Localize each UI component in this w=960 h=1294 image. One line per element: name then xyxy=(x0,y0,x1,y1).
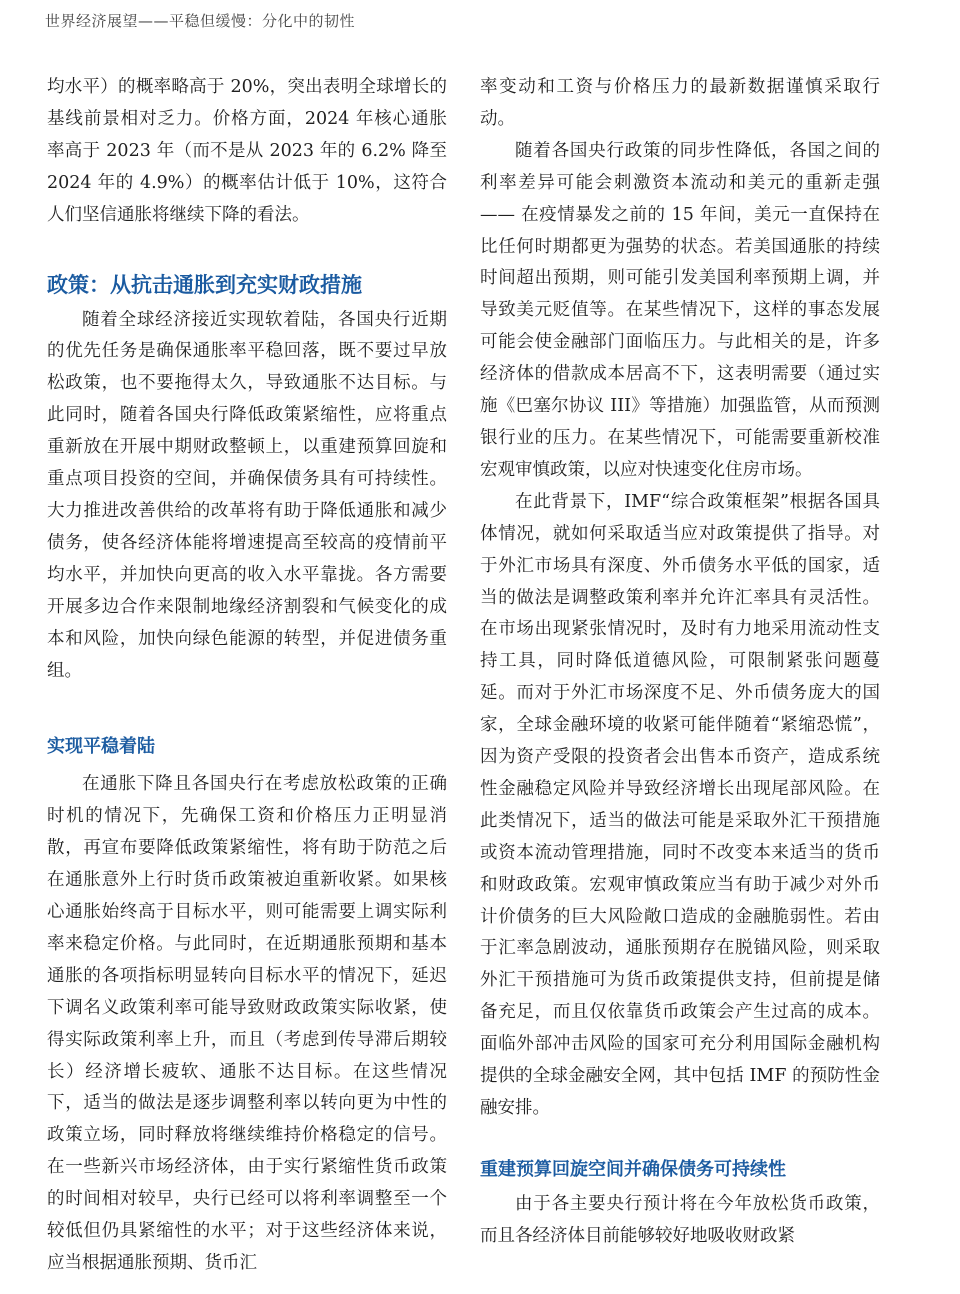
paragraph-soft-landing: 在通胀下降且各国央行在考虑放松政策的正确时机的情况下，先确保工资和价格压力正明显消散，再宣布要降低政策紧缩性，将有助于防范之后在通胀意外上行时货币政策被迫重新收紧。如果核心通胀始终高于目标水平，则可能需要上调实际利率来稳定价格。与此同时，在近期通胀预期和基本通胀的各项指标明显转向目标水平的情况下，延迟下调名义政策利率可能导致财政政策实际收紧，使得实际政策利率上升，而且（考虑到传导滞后期较长）经济增长疲软、通胀不达目标。在这些情况下，适当的做法是逐步调整利率以转向更为中性的政策立场，同时释放将继续维持价格稳定的信号。在一些新兴市场经济体，由于实行紧缩性货币政策的时间相对较早，央行已经可以将利率调整至一个较低但仍具紧缩性的水平；对于这些经济体来说，应当根据通胀预期、货币汇 xyxy=(47,774,447,1273)
subsection-heading-soft-landing: 实现平稳着陆 xyxy=(47,736,155,758)
subsection-heading-budget: 重建预算回旋空间并确保债务可持续性 xyxy=(480,1158,786,1180)
left-column xyxy=(47,72,447,1280)
paragraph-policy: 随着全球经济接近实现软着陆，各国央行近期的优先任务是确保通胀率平稳回落，既不要过早放松政策，也不要拖得太久，导致通胀不达目标。与此同时，随着各国央行降低政策紧缩性，应将重点重新放在开展中期财政整顿上，以重建预算回旋和重点项目投资的空间，并确保债务具有可持续性。大力推进改善供给的改革将有助于降低通胀和减少债务，使各经济体能将增速提高至较高的疫情前平均水平，并加快向更高的收入水平靠拢。各方需要开展多边合作来限制地缘经济割裂和气候变化的成本和风险，加快向绿色能源的转型，并促进债务重组。 xyxy=(47,309,447,681)
right-column xyxy=(480,72,880,1253)
paragraph-outlook-intro: 均水平）的概率略高于 20%，突出表明全球增长的基线前景相对乏力。价格方面，2024 年核心通胀率高于 2023 年（而不是从 2023 年的 6.2% 降至 2024 年的 4.9%）的概率估计低于 10%，这符合人们坚信通胀将继续下降的看法。 xyxy=(47,77,447,225)
paragraph-imf-framework: 在此背景下，IMF“综合政策框架”根据各国具体情况，就如何采取适当应对政策提供了指导。对于外汇市场具有深度、外币债务水平低的国家，适当的做法是调整政策利率并允许汇率具有灵活性。在市场出现紧张情况时，及时有力地采用流动性支持工具，同时降低道德风险，可限制紧张问题蔓延。而对于外汇市场深度不足、外币债务庞大的国家，全球金融环境的收紧可能伴随着“紧缩恐慌”，因为资产受限的投资者会出售本币资产，造成系统性金融稳定风险并导致经济增长出现尾部风险。在此类情况下，适当的做法可能是采取外汇干预措施或资本流动管理措施，同时不改变本来适当的货币和财政政策。宏观审慎政策应当有助于减少对外币计价债务的巨大风险敞口造成的金融脆弱性。若由于汇率急剧波动，通胀预期存在脱锚风险，则采取外汇干预措施可为货币政策提供支持，但前提是储备充足，而且仅依靠货币政策会产生过高的成本。面临外部冲击风险的国家可充分利用国际金融机构提供的全球金融安全网，其中包括 IMF 的预防性金融安排。 xyxy=(480,491,880,1118)
running-header: 世界经济展望——平稳但缓慢：分化中的韧性 xyxy=(45,12,356,30)
paragraph-budget: 由于各主要央行预计将在今年放松货币政策，而且各经济体目前能够较好地吸收财政紧 xyxy=(480,1193,880,1246)
section-heading-policy: 政策：从抗击通胀到充实财政措施 xyxy=(47,272,362,297)
paragraph-continued: 率变动和工资与价格压力的最新数据谨慎采取行动。 xyxy=(480,77,880,129)
paragraph-rate-divergence: 随着各国央行政策的同步性降低，各国之间的利率差异可能会刺激资本流动和美元的重新走强 —— 在疫情暴发之前的 15 年间，美元一直保持在比任何时期都更为强势的状态。若美国通胀的持续时间超出预期，则可能引发美国利率预期上调，并导致美元贬值等。在某些情况下，这样的事态发展可能会使金融部门面临压力。与此相关的是，许多经济体的借款成本居高不下，这表明需要（通过实施《巴塞尔协议 III》等措施）加强监管，从而预测银行业的压力。在某些情况下，可能需要重新校准宏观审慎政策，以应对快速变化住房市场。 xyxy=(480,140,880,480)
